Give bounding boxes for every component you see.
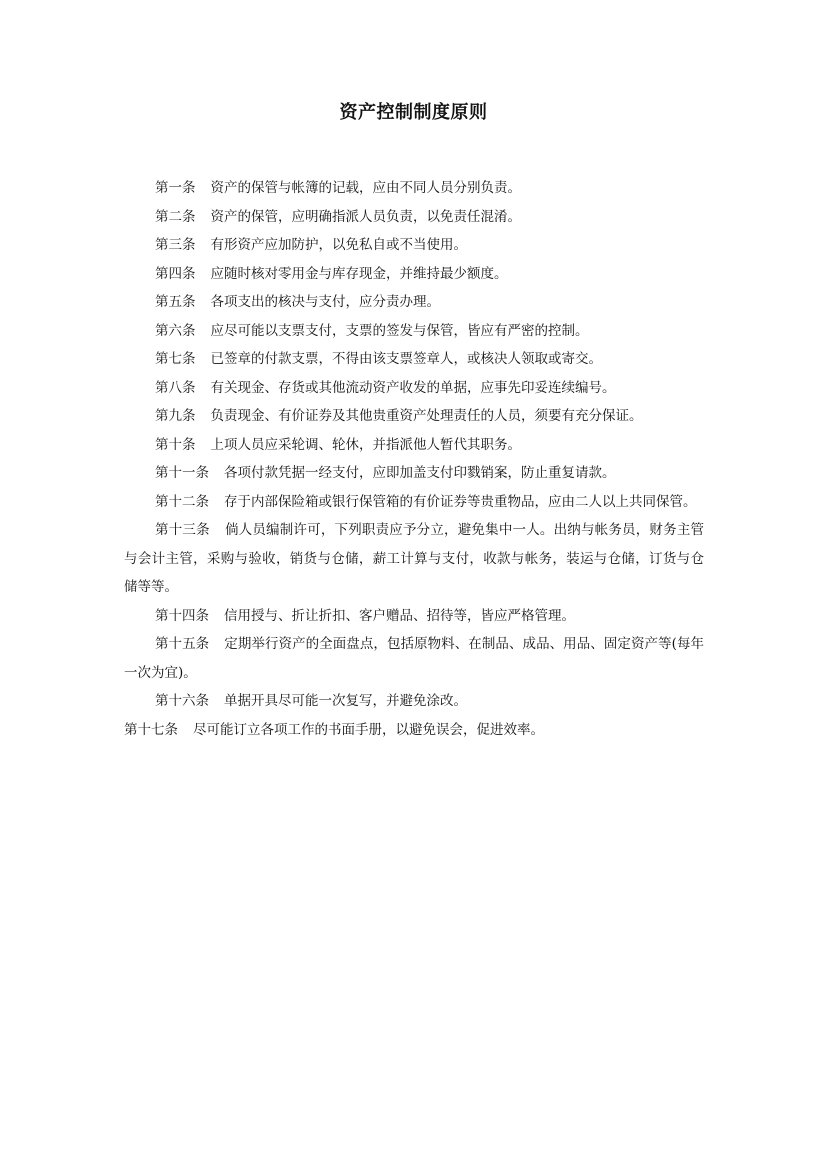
article-17 — [124, 716, 704, 745]
article-2 — [124, 203, 704, 232]
article-text: 负责现金、有价证券及其他贵重资产处理责任的人员，须要有充分保证。 — [210, 408, 643, 424]
article-text: 资产的保管，应明确指派人员负责，以免责任混淆。 — [210, 208, 521, 225]
document-title: 资产控制制度原则 — [339, 102, 488, 123]
article-9 — [124, 402, 704, 431]
article-16 — [124, 687, 704, 716]
article-text: 资产的保管与帐簿的记载，应由不同人员分别负责。 — [210, 180, 521, 196]
article-number: 第十四条 — [155, 607, 209, 624]
article-list — [124, 174, 704, 744]
article-text: 有关现金、存货或其他流动资产收发的单据，应事先印妥连续编号。 — [210, 379, 616, 396]
article-14 — [124, 602, 704, 631]
article-10 — [124, 431, 704, 460]
article-12 — [124, 488, 704, 517]
article-number: 第十条 — [155, 436, 196, 453]
article-text: 信用授与、折让折扣、客户赠品、招待等，皆应严格管理。 — [224, 607, 575, 624]
article-number: 第五条 — [155, 294, 196, 310]
article-number: 第四条 — [155, 265, 196, 282]
article-number: 第六条 — [155, 322, 196, 339]
article-3 — [124, 231, 704, 260]
article-number: 第二条 — [155, 208, 196, 225]
article-text: 有形资产应加防护，以免私自或不当使用。 — [210, 237, 467, 253]
article-8 — [124, 374, 704, 403]
article-text: 尽可能订立各项工作的书面手册，以避免误会，促进效率。 — [193, 721, 544, 738]
article-1 — [124, 174, 704, 203]
article-number: 第十五条 — [155, 636, 210, 652]
article-number: 第九条 — [155, 408, 196, 424]
article-number: 第八条 — [155, 379, 196, 396]
article-text: 定期举行资产的全面盘点，包括原物料、在制品、成品、用品、固定资产等(每年一次为宜)。 — [124, 636, 704, 681]
article-number: 第十三条 — [155, 522, 210, 538]
article-4 — [124, 260, 704, 289]
article-number: 第一条 — [155, 180, 196, 196]
article-number: 第三条 — [155, 237, 196, 253]
article-text: 应随时核对零用金与库存现金，并维持最少额度。 — [210, 265, 508, 282]
article-6 — [124, 317, 704, 346]
article-text: 各项付款凭据一经支付，应即加盖支付印戮销案，防止重复请款。 — [224, 465, 616, 481]
article-number: 第十一条 — [155, 465, 209, 481]
article-15 — [124, 630, 704, 687]
article-number: 第十七条 — [124, 721, 178, 738]
article-number: 第十六条 — [155, 693, 209, 709]
article-text: 应尽可能以支票支付，支票的签发与保管，皆应有严密的控制。 — [210, 322, 589, 339]
article-text: 倘人员编制许可，下列职责应予分立，避免集中一人。出纳与帐务员，财务主管与会计主管，采购与验收，销货与仓储，薪工计算与支付，收款与帐务，装运与仓储，订货与仓储等等。 — [124, 522, 705, 595]
article-13 — [124, 516, 704, 602]
article-7 — [124, 345, 704, 374]
article-text: 各项支出的核决与支付，应分责办理。 — [210, 294, 440, 310]
article-number: 第七条 — [155, 351, 196, 367]
article-number: 第十二条 — [155, 493, 209, 510]
article-5 — [124, 288, 704, 317]
article-11 — [124, 459, 704, 488]
article-text: 单据开具尽可能一次复写，并避免涂改。 — [224, 693, 467, 709]
article-text: 上项人员应采轮调、轮休，并指派他人暂代其职务。 — [210, 436, 521, 453]
article-text: 存于内部保险箱或银行保管箱的有价证券等贵重物品，应由二人以上共同保管。 — [224, 493, 697, 510]
article-text: 已签章的付款支票，不得由该支票签章人，或核决人领取或寄交。 — [210, 351, 602, 367]
